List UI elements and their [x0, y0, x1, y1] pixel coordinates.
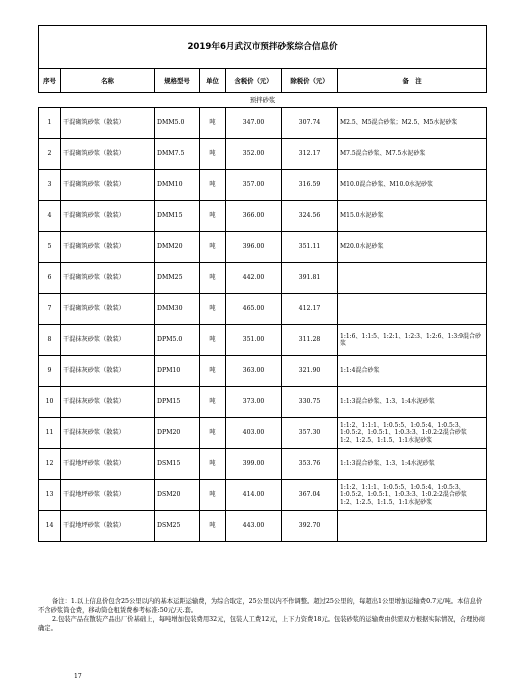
cell-name: 干混地坪砂浆（散装） — [61, 511, 155, 542]
cell-seq: 8 — [39, 325, 61, 356]
cell-name: 干混抹灰砂浆（散装） — [61, 356, 155, 387]
section-label: 预拌砂浆 — [39, 93, 487, 108]
cell-price-tax: 373.00 — [226, 387, 282, 418]
price-sheet — [38, 25, 486, 542]
cell-remark: M2.5、M5混合砂浆；M2.5、M5水泥砂浆 — [338, 108, 487, 139]
cell-unit: 吨 — [200, 480, 226, 511]
header-seq: 序号 — [39, 69, 61, 93]
cell-spec: DMM5.0 — [155, 108, 200, 139]
cell-price-notax: 324.56 — [282, 201, 338, 232]
cell-seq: 12 — [39, 449, 61, 480]
cell-spec: DSM20 — [155, 480, 200, 511]
table-row — [39, 356, 487, 387]
cell-seq: 11 — [39, 418, 61, 449]
cell-name: 干混砌筑砂浆（散装） — [61, 201, 155, 232]
cell-remark: 1:1:3混合砂浆、1:3、1:4水泥砂浆 — [338, 449, 487, 480]
table-row — [39, 294, 487, 325]
header-row — [39, 69, 487, 93]
cell-price-tax: 396.00 — [226, 232, 282, 263]
cell-seq: 13 — [39, 480, 61, 511]
cell-remark — [338, 263, 487, 294]
cell-remark: M20.0水泥砂浆 — [338, 232, 487, 263]
cell-name: 干混抹灰砂浆（散装） — [61, 418, 155, 449]
cell-unit: 吨 — [200, 263, 226, 294]
cell-price-tax: 465.00 — [226, 294, 282, 325]
cell-unit: 吨 — [200, 201, 226, 232]
header-spec: 规格型号 — [155, 69, 200, 93]
cell-seq: 3 — [39, 170, 61, 201]
cell-remark — [338, 294, 487, 325]
cell-name: 干混砌筑砂浆（散装） — [61, 139, 155, 170]
cell-seq: 1 — [39, 108, 61, 139]
cell-spec: DPM20 — [155, 418, 200, 449]
cell-seq: 7 — [39, 294, 61, 325]
cell-spec: DMM20 — [155, 232, 200, 263]
cell-price-tax: 357.00 — [226, 170, 282, 201]
cell-unit: 吨 — [200, 511, 226, 542]
table-row — [39, 232, 487, 263]
cell-price-notax: 392.70 — [282, 511, 338, 542]
cell-price-tax: 399.00 — [226, 449, 282, 480]
cell-name: 干混抹灰砂浆（散装） — [61, 325, 155, 356]
cell-seq: 10 — [39, 387, 61, 418]
cell-remark: 1:1:6、1:1:5、1:2:1、1:2:3、1:2:6、1:3:9混合砂浆 — [338, 325, 487, 356]
cell-price-notax: 357.30 — [282, 418, 338, 449]
cell-spec: DMM10 — [155, 170, 200, 201]
table-row — [39, 108, 487, 139]
cell-spec: DPM15 — [155, 387, 200, 418]
cell-seq: 2 — [39, 139, 61, 170]
footnote-2: 2.包装产品在散装产品出厂价基础上，每吨增加包装费用32元，包装人工费12元，上下力资费18元。包装砂浆的运输费由供需双方根据实际情况，合理协商确定。 — [38, 616, 486, 633]
cell-price-tax: 442.00 — [226, 263, 282, 294]
header-unit: 单位 — [200, 69, 226, 93]
cell-spec: DPM10 — [155, 356, 200, 387]
cell-price-notax: 316.59 — [282, 170, 338, 201]
cell-remark: 1:1:3混合砂浆、1:3、1:4水泥砂浆 — [338, 387, 487, 418]
cell-price-tax: 347.00 — [226, 108, 282, 139]
cell-spec: DMM25 — [155, 263, 200, 294]
cell-name: 干混砌筑砂浆（散装） — [61, 263, 155, 294]
page-number: 17 — [74, 673, 82, 680]
table-title: 2019年6月武汉市预拌砂浆综合信息价 — [39, 26, 487, 69]
cell-price-notax: 391.81 — [282, 263, 338, 294]
footnotes — [38, 597, 486, 634]
header-price-notax: 除税价（元） — [282, 69, 338, 93]
cell-price-tax: 403.00 — [226, 418, 282, 449]
table-row — [39, 480, 487, 511]
cell-price-tax: 443.00 — [226, 511, 282, 542]
cell-unit: 吨 — [200, 418, 226, 449]
header-name: 名称 — [61, 69, 155, 93]
cell-name: 干混砌筑砂浆（散装） — [61, 170, 155, 201]
cell-name: 干混砌筑砂浆（散装） — [61, 108, 155, 139]
footnote-1: 备注：1.以上信息价包含25公里以内的基本运距运输费，为综合取定，25公里以内不作调整。超过25公里的，每超出1公里增加运输费0.7元/吨。本信息价不含砂浆筒仓费，移动筒仓租赁费参考标准:50元/天.套。 — [38, 598, 483, 615]
cell-spec: DSM15 — [155, 449, 200, 480]
cell-unit: 吨 — [200, 356, 226, 387]
cell-price-notax: 321.90 — [282, 356, 338, 387]
cell-name: 干混砌筑砂浆（散装） — [61, 232, 155, 263]
table-row — [39, 387, 487, 418]
cell-price-notax: 312.17 — [282, 139, 338, 170]
cell-price-tax: 351.00 — [226, 325, 282, 356]
cell-price-notax: 353.76 — [282, 449, 338, 480]
cell-name: 干混地坪砂浆（散装） — [61, 480, 155, 511]
cell-remark — [338, 511, 487, 542]
cell-unit: 吨 — [200, 232, 226, 263]
cell-seq: 14 — [39, 511, 61, 542]
cell-price-notax: 307.74 — [282, 108, 338, 139]
cell-price-tax: 352.00 — [226, 139, 282, 170]
cell-seq: 6 — [39, 263, 61, 294]
cell-spec: DMM15 — [155, 201, 200, 232]
cell-seq: 5 — [39, 232, 61, 263]
cell-name: 干混地坪砂浆（散装） — [61, 449, 155, 480]
cell-price-notax: 330.75 — [282, 387, 338, 418]
cell-unit: 吨 — [200, 170, 226, 201]
cell-remark: 1:1:2、1:1:1、1:0.5:5、1:0.5:4、1:0.5:3、1:0.5:2、1:0.5:1、1:0.3:3、1:0.2:2混合砂浆 1:2、1:2.5、1:1.5、1:1水泥砂浆 — [338, 480, 487, 511]
cell-seq: 9 — [39, 356, 61, 387]
table-row — [39, 325, 487, 356]
cell-spec: DMM30 — [155, 294, 200, 325]
table-row — [39, 449, 487, 480]
cell-unit: 吨 — [200, 108, 226, 139]
cell-spec: DSM25 — [155, 511, 200, 542]
cell-unit: 吨 — [200, 449, 226, 480]
cell-remark: M15.0水泥砂浆 — [338, 201, 487, 232]
cell-remark: 1:1:4混合砂浆 — [338, 356, 487, 387]
table-row — [39, 418, 487, 449]
table-row — [39, 139, 487, 170]
cell-remark: M7.5混合砂浆、M7.5水泥砂浆 — [338, 139, 487, 170]
cell-price-notax: 351.11 — [282, 232, 338, 263]
cell-price-notax: 367.04 — [282, 480, 338, 511]
cell-name: 干混砌筑砂浆（散装） — [61, 294, 155, 325]
cell-unit: 吨 — [200, 139, 226, 170]
cell-unit: 吨 — [200, 325, 226, 356]
section-row — [39, 93, 487, 108]
cell-remark: M10.0混合砂浆、M10.0水泥砂浆 — [338, 170, 487, 201]
cell-remark: 1:1:2、1:1:1、1:0.5:5、1:0.5:4、1:0.5:3、1:0.5:2、1:0.5:1、1:0.3:3、1:0.2:2混合砂浆 1:2、1:2.5、1:1.5、1:1水泥砂浆 — [338, 418, 487, 449]
cell-price-tax: 414.00 — [226, 480, 282, 511]
cell-spec: DMM7.5 — [155, 139, 200, 170]
table-row — [39, 511, 487, 542]
table-row — [39, 201, 487, 232]
cell-price-tax: 366.00 — [226, 201, 282, 232]
table-row — [39, 263, 487, 294]
cell-seq: 4 — [39, 201, 61, 232]
cell-unit: 吨 — [200, 294, 226, 325]
header-remark: 备 注 — [338, 69, 487, 93]
cell-price-notax: 412.17 — [282, 294, 338, 325]
cell-spec: DPM5.0 — [155, 325, 200, 356]
header-price-tax: 含税价（元） — [226, 69, 282, 93]
cell-price-notax: 311.28 — [282, 325, 338, 356]
cell-name: 干混抹灰砂浆（散装） — [61, 387, 155, 418]
table-row — [39, 170, 487, 201]
price-table — [38, 25, 487, 542]
cell-unit: 吨 — [200, 387, 226, 418]
cell-price-tax: 363.00 — [226, 356, 282, 387]
